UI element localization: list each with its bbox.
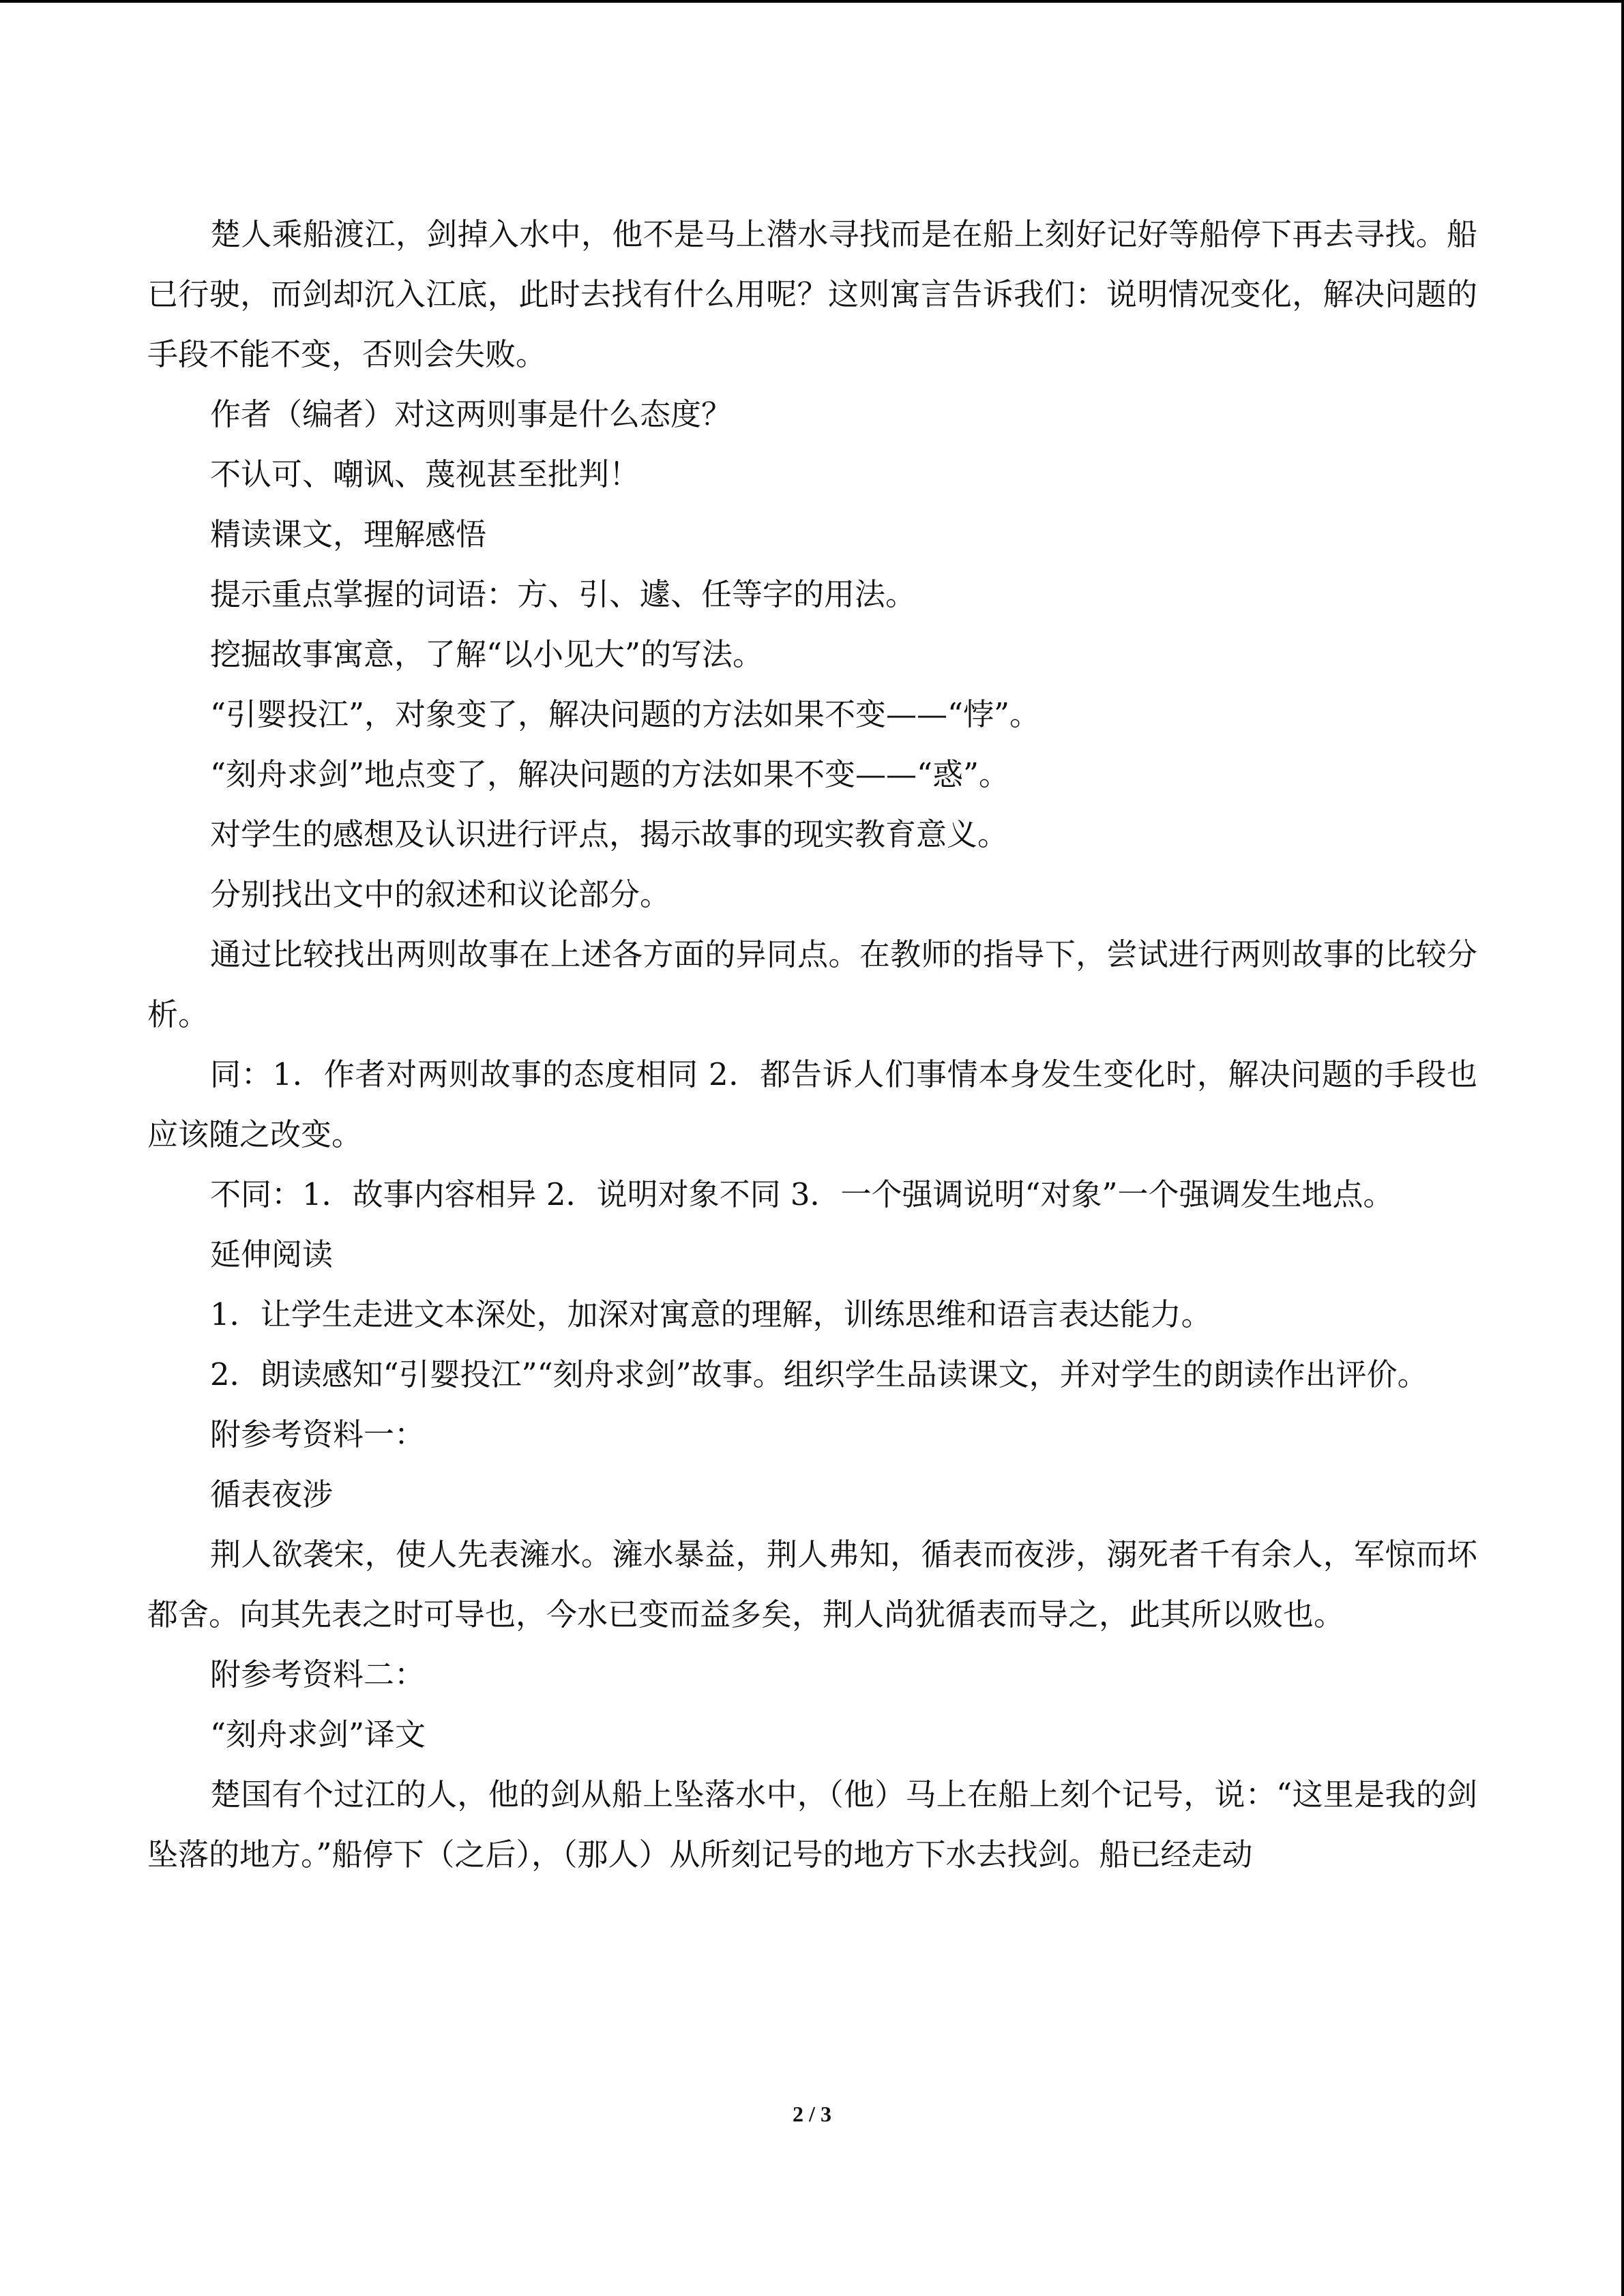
paragraph-similarities: 同：1．作者对两则故事的态度相同 2．都告诉人们事情本身发生变化时，解决问题的手段也应该随之改变。 xyxy=(147,1056,1477,1152)
section-heading-reference-1: 附参考资料一： xyxy=(210,1416,426,1452)
paragraph-key-words: 提示重点掌握的词语：方、引、遽、任等字的用法。 xyxy=(210,576,917,612)
paragraph-author-attitude-answer: 不认可、嘲讽、蔑视甚至批判！ xyxy=(210,456,640,492)
paragraph-narration-discussion: 分别找出文中的叙述和议论部分。 xyxy=(210,876,671,912)
paragraph-extended-2: 2．朗读感知“引婴投江”“刻舟求剑”故事。组织学生品读课文，并对学生的朗读作出评价。 xyxy=(210,1356,1428,1392)
section-heading-reference-2: 附参考资料二： xyxy=(210,1656,426,1693)
reference-2-title: “刻舟求剑”译文 xyxy=(210,1716,426,1753)
paragraph-story-summary: 楚人乘船渡江，剑掉入水中，他不是马上潜水寻找而是在船上刻好记好等船停下再去寻找。船已行驶，而剑却沉入江底，此时去找有什么用呢？这则寓言告诉我们：说明情况变化，解决问题的手段不能不变，否则会失败。 xyxy=(147,216,1477,372)
paragraph-comment: 对学生的感想及认识进行评点，揭示故事的现实教育意义。 xyxy=(210,816,1009,852)
section-heading-close-reading: 精读课文，理解感悟 xyxy=(210,516,487,552)
reference-2-text: 楚国有个过江的人，他的剑从船上坠落水中，（他）马上在船上刻个记号，说：“这里是我的剑坠落的地方。”船停下（之后），（那人）从所刻记号的地方下水去找剑。船已经走动 xyxy=(147,1776,1477,1873)
paragraph-comparison: 通过比较找出两则故事在上述各方面的异同点。在教师的指导下，尝试进行两则故事的比较分析。 xyxy=(147,936,1477,1032)
document-body xyxy=(147,205,1477,1885)
paragraph-moral: 挖掘故事寓意，了解“以小见大”的写法。 xyxy=(210,636,764,672)
paragraph-yinying-toujiang: “引婴投江”，对象变了，解决问题的方法如果不变——“悖”。 xyxy=(210,696,1041,732)
paragraph-extended-1: 1．让学生走进文本深处，加深对寓意的理解，训练思维和语言表达能力。 xyxy=(210,1296,1212,1332)
paragraph-differences: 不同：1．故事内容相异 2．说明对象不同 3．一个强调说明“对象”一个强调发生地点。 xyxy=(210,1176,1394,1212)
section-heading-extended-reading: 延伸阅读 xyxy=(210,1236,334,1272)
paragraph-author-attitude-question: 作者（编者）对这两则事是什么态度？ xyxy=(210,396,733,432)
page-number: 2 / 3 xyxy=(793,2102,831,2126)
paragraph-kezhou-qiujian: “刻舟求剑”地点变了，解决问题的方法如果不变——“惑”。 xyxy=(210,756,1010,792)
reference-1-text: 荆人欲袭宋，使人先表澭水。澭水暴益，荆人弗知，循表而夜涉，溺死者千有余人，军惊而坏都舍。向其先表之时可导也，今水已变而益多矣，荆人尚犹循表而导之，此其所以败也。 xyxy=(147,1536,1477,1632)
reference-1-title: 循表夜涉 xyxy=(210,1476,334,1512)
